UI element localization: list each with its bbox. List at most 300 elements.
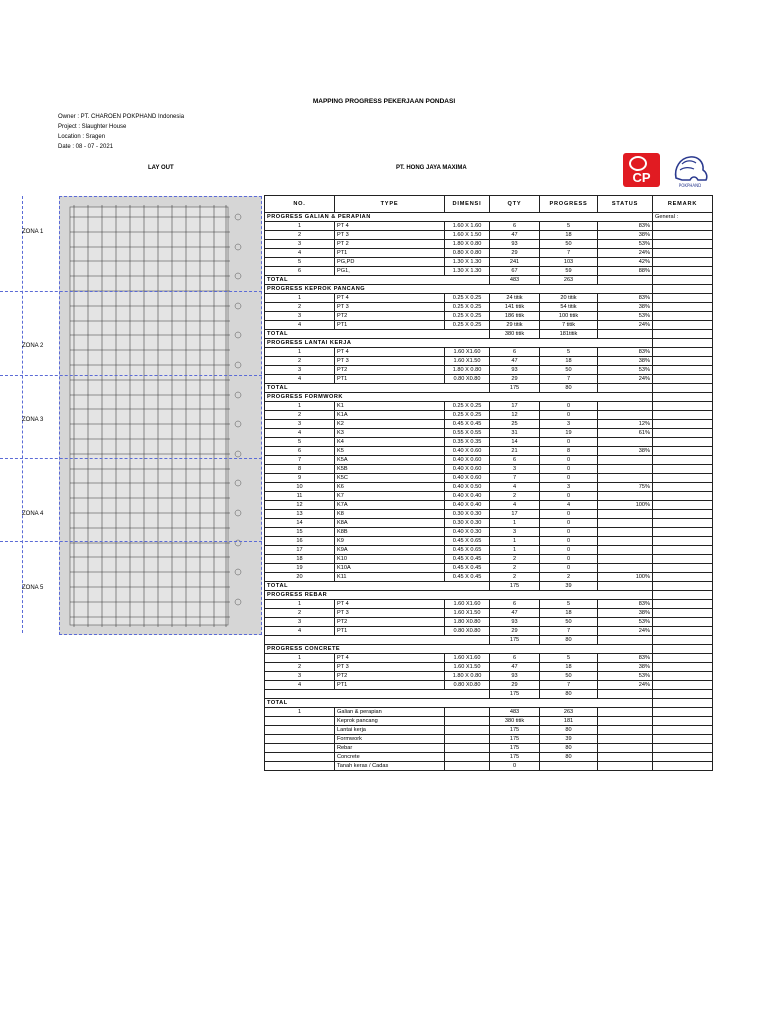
row-progress: 100 titik bbox=[540, 312, 598, 321]
row-no bbox=[265, 753, 335, 762]
row-no: 14 bbox=[265, 519, 335, 528]
progress-table bbox=[264, 195, 713, 771]
row-status bbox=[598, 537, 653, 546]
row-qty: 2 bbox=[490, 492, 540, 501]
row-qty: 175 bbox=[490, 753, 540, 762]
svg-text:POKPHAND: POKPHAND bbox=[678, 183, 702, 188]
table-row bbox=[265, 492, 713, 501]
row-dimensi: 1.80 X 0.80 bbox=[445, 240, 490, 249]
row-type: K9 bbox=[335, 537, 445, 546]
row-type: K7A bbox=[335, 501, 445, 510]
remark-cell bbox=[653, 483, 713, 492]
row-type: PT 3 bbox=[335, 609, 445, 618]
row-type: Rebar bbox=[335, 744, 445, 753]
row-type: K3 bbox=[335, 429, 445, 438]
row-dimensi: 0.25 X 0.25 bbox=[445, 411, 490, 420]
row-no: 4 bbox=[265, 681, 335, 690]
row-qty: 6 bbox=[490, 348, 540, 357]
row-progress: 0 bbox=[540, 510, 598, 519]
remark-cell bbox=[653, 420, 713, 429]
row-progress: 4 bbox=[540, 501, 598, 510]
table-row bbox=[265, 321, 713, 330]
total-qty: 175 bbox=[490, 384, 540, 393]
row-no bbox=[265, 735, 335, 744]
remark-cell bbox=[653, 501, 713, 510]
remark-cell bbox=[653, 384, 713, 393]
row-no: 4 bbox=[265, 627, 335, 636]
row-status bbox=[598, 735, 653, 744]
row-qty: 4 bbox=[490, 501, 540, 510]
row-dimensi: 1.30 X 1.30 bbox=[445, 258, 490, 267]
remark-cell bbox=[653, 330, 713, 339]
row-progress: 263 bbox=[540, 708, 598, 717]
row-type: PT 4 bbox=[335, 348, 445, 357]
row-no: 3 bbox=[265, 672, 335, 681]
row-no: 6 bbox=[265, 447, 335, 456]
row-qty: 2 bbox=[490, 573, 540, 582]
row-no: 1 bbox=[265, 294, 335, 303]
row-status bbox=[598, 465, 653, 474]
row-status: 100% bbox=[598, 573, 653, 582]
row-dimensi: 1.60 X1.50 bbox=[445, 609, 490, 618]
row-qty: 175 bbox=[490, 744, 540, 753]
row-progress: 0 bbox=[540, 438, 598, 447]
row-dimensi: 1.60 X1.60 bbox=[445, 348, 490, 357]
remark-cell bbox=[653, 249, 713, 258]
row-no: 1 bbox=[265, 708, 335, 717]
row-status bbox=[598, 708, 653, 717]
row-type: Lantai kerja bbox=[335, 726, 445, 735]
row-no: 3 bbox=[265, 312, 335, 321]
row-status bbox=[598, 762, 653, 771]
table-row bbox=[265, 753, 713, 762]
row-progress: 181 bbox=[540, 717, 598, 726]
table-row bbox=[265, 573, 713, 582]
row-no: 1 bbox=[265, 348, 335, 357]
row-status bbox=[598, 528, 653, 537]
row-status bbox=[598, 519, 653, 528]
table-row bbox=[265, 555, 713, 564]
table-row bbox=[265, 483, 713, 492]
row-dimensi: 0.45 X 0.65 bbox=[445, 546, 490, 555]
row-no: 1 bbox=[265, 654, 335, 663]
row-status: 83% bbox=[598, 654, 653, 663]
row-no: 16 bbox=[265, 537, 335, 546]
section-title: PROGRESS KEPROK PANCANG bbox=[265, 285, 653, 294]
row-type: K10A bbox=[335, 564, 445, 573]
row-qty: 1 bbox=[490, 537, 540, 546]
table-row bbox=[265, 411, 713, 420]
remark-cell bbox=[653, 312, 713, 321]
header-remark: REMARK bbox=[653, 196, 713, 213]
row-qty: 29 titik bbox=[490, 321, 540, 330]
row-status bbox=[598, 411, 653, 420]
row-progress: 80 bbox=[540, 753, 598, 762]
row-status: 53% bbox=[598, 366, 653, 375]
table-row bbox=[265, 240, 713, 249]
row-progress: 0 bbox=[540, 474, 598, 483]
total-progress: 80 bbox=[540, 384, 598, 393]
table-row bbox=[265, 303, 713, 312]
row-progress: 7 bbox=[540, 249, 598, 258]
row-qty: 14 bbox=[490, 438, 540, 447]
row-qty: 0 bbox=[490, 762, 540, 771]
section-header-row bbox=[265, 591, 713, 600]
remark-cell bbox=[653, 690, 713, 699]
row-progress: 0 bbox=[540, 465, 598, 474]
row-no: 2 bbox=[265, 411, 335, 420]
row-qty: 2 bbox=[490, 555, 540, 564]
row-no bbox=[265, 744, 335, 753]
table-row bbox=[265, 231, 713, 240]
total-label: TOTAL bbox=[265, 276, 490, 285]
row-type: PT1 bbox=[335, 321, 445, 330]
table-row bbox=[265, 726, 713, 735]
row-no: 15 bbox=[265, 528, 335, 537]
row-dimensi: 1.60 X1.50 bbox=[445, 663, 490, 672]
row-progress bbox=[540, 762, 598, 771]
remark-cell bbox=[653, 609, 713, 618]
table-row bbox=[265, 510, 713, 519]
total-progress: 181titik bbox=[540, 330, 598, 339]
row-dimensi: 0.40 X 0.50 bbox=[445, 483, 490, 492]
row-type: K1 bbox=[335, 402, 445, 411]
total-row bbox=[265, 330, 713, 339]
section-header-row bbox=[265, 285, 713, 294]
header-no: NO. bbox=[265, 196, 335, 213]
zone-label-3: ZONA 3 bbox=[22, 417, 44, 423]
row-status: 53% bbox=[598, 618, 653, 627]
row-qty: 29 bbox=[490, 249, 540, 258]
row-qty: 7 bbox=[490, 474, 540, 483]
table-row bbox=[265, 564, 713, 573]
total-qty: 483 bbox=[490, 276, 540, 285]
row-qty: 17 bbox=[490, 402, 540, 411]
remark-cell bbox=[653, 645, 713, 654]
row-type: PT 3 bbox=[335, 357, 445, 366]
row-dimensi: 0.80 X 0.80 bbox=[445, 249, 490, 258]
remark-cell bbox=[653, 627, 713, 636]
remark-cell bbox=[653, 708, 713, 717]
row-dimensi: 0.30 X 0.30 bbox=[445, 510, 490, 519]
total-progress: 80 bbox=[540, 690, 598, 699]
row-status: 24% bbox=[598, 249, 653, 258]
row-type: K5B bbox=[335, 465, 445, 474]
row-progress: 0 bbox=[540, 546, 598, 555]
row-status: 12% bbox=[598, 420, 653, 429]
section-title: TOTAL bbox=[265, 699, 653, 708]
remark-cell bbox=[653, 564, 713, 573]
row-type: Formwork bbox=[335, 735, 445, 744]
row-qty: 47 bbox=[490, 357, 540, 366]
row-type: PT1 bbox=[335, 627, 445, 636]
row-type: K5C bbox=[335, 474, 445, 483]
table-row bbox=[265, 744, 713, 753]
remark-cell bbox=[653, 366, 713, 375]
row-progress: 59 bbox=[540, 267, 598, 276]
row-qty: 93 bbox=[490, 366, 540, 375]
row-progress: 19 bbox=[540, 429, 598, 438]
remark-cell bbox=[653, 447, 713, 456]
row-no: 4 bbox=[265, 375, 335, 384]
row-qty: 12 bbox=[490, 411, 540, 420]
remark-cell bbox=[653, 375, 713, 384]
row-type: K5 bbox=[335, 447, 445, 456]
zone-label-1: ZONA 1 bbox=[22, 229, 44, 235]
row-type: PT2 bbox=[335, 312, 445, 321]
table-row bbox=[265, 717, 713, 726]
row-type: K8B bbox=[335, 528, 445, 537]
remark-cell bbox=[653, 672, 713, 681]
total-progress: 39 bbox=[540, 582, 598, 591]
row-qty: 29 bbox=[490, 375, 540, 384]
remark-cell bbox=[653, 357, 713, 366]
row-status: 38% bbox=[598, 663, 653, 672]
row-progress: 2 bbox=[540, 573, 598, 582]
total-label bbox=[265, 636, 490, 645]
row-no: 11 bbox=[265, 492, 335, 501]
table-row bbox=[265, 357, 713, 366]
row-dimensi bbox=[445, 753, 490, 762]
row-qty: 47 bbox=[490, 231, 540, 240]
row-dimensi bbox=[445, 735, 490, 744]
row-qty: 93 bbox=[490, 618, 540, 627]
section-title: PROGRESS FORMWORK bbox=[265, 393, 653, 402]
table-row bbox=[265, 627, 713, 636]
row-type: K4 bbox=[335, 438, 445, 447]
row-dimensi: 0.80 X0.80 bbox=[445, 627, 490, 636]
row-dimensi: 0.40 X 0.60 bbox=[445, 474, 490, 483]
row-qty: 4 bbox=[490, 483, 540, 492]
row-progress: 18 bbox=[540, 609, 598, 618]
row-qty: 47 bbox=[490, 663, 540, 672]
row-no: 9 bbox=[265, 474, 335, 483]
table-row bbox=[265, 267, 713, 276]
row-qty: 175 bbox=[490, 735, 540, 744]
remark-cell bbox=[653, 276, 713, 285]
row-type: K8 bbox=[335, 510, 445, 519]
row-qty: 1 bbox=[490, 546, 540, 555]
row-dimensi: 1.60 X 1.50 bbox=[445, 231, 490, 240]
layout-label: LAY OUT bbox=[148, 165, 174, 171]
row-status bbox=[598, 510, 653, 519]
project-line: Project : Slaughter House bbox=[58, 124, 127, 130]
row-no: 1 bbox=[265, 402, 335, 411]
row-status: 38% bbox=[598, 303, 653, 312]
remark-cell bbox=[653, 654, 713, 663]
row-progress: 0 bbox=[540, 492, 598, 501]
header-progress: PROGRESS bbox=[540, 196, 598, 213]
row-dimensi: 1.30 X 1.30 bbox=[445, 267, 490, 276]
row-status: 24% bbox=[598, 681, 653, 690]
row-status: 88% bbox=[598, 267, 653, 276]
row-no: 18 bbox=[265, 555, 335, 564]
table-row bbox=[265, 366, 713, 375]
remark-cell bbox=[653, 402, 713, 411]
row-type: PT1 bbox=[335, 375, 445, 384]
row-progress: 50 bbox=[540, 240, 598, 249]
remark-cell bbox=[653, 573, 713, 582]
row-status: 75% bbox=[598, 483, 653, 492]
date-line: Date : 08 - 07 - 2021 bbox=[58, 144, 114, 150]
header-dimensi: DIMENSI bbox=[445, 196, 490, 213]
remark-cell bbox=[653, 321, 713, 330]
owner-line: Owner : PT. CHAROEN POKPHAND Indonesia bbox=[58, 114, 185, 120]
row-status bbox=[598, 402, 653, 411]
remark-cell bbox=[653, 555, 713, 564]
row-progress: 0 bbox=[540, 528, 598, 537]
row-no bbox=[265, 762, 335, 771]
row-dimensi: 1.80 X0.80 bbox=[445, 618, 490, 627]
remark-cell bbox=[653, 438, 713, 447]
row-no: 1 bbox=[265, 222, 335, 231]
row-qty: 380 titik bbox=[490, 717, 540, 726]
row-type: K9A bbox=[335, 546, 445, 555]
row-progress: 80 bbox=[540, 744, 598, 753]
total-progress: 80 bbox=[540, 636, 598, 645]
row-progress: 103 bbox=[540, 258, 598, 267]
row-no: 1 bbox=[265, 600, 335, 609]
remark-cell bbox=[653, 456, 713, 465]
table-row bbox=[265, 735, 713, 744]
remark-cell bbox=[653, 303, 713, 312]
remark-cell bbox=[653, 600, 713, 609]
row-dimensi bbox=[445, 762, 490, 771]
row-type: K1A bbox=[335, 411, 445, 420]
table-row bbox=[265, 672, 713, 681]
section-title: PROGRESS LANTAI KERJA bbox=[265, 339, 653, 348]
row-type: PT 4 bbox=[335, 654, 445, 663]
status-cell bbox=[598, 276, 653, 285]
row-dimensi: 0.45 X 0.45 bbox=[445, 420, 490, 429]
row-type: PT2 bbox=[335, 366, 445, 375]
remark-cell bbox=[653, 636, 713, 645]
total-label: TOTAL bbox=[265, 582, 490, 591]
table-row bbox=[265, 501, 713, 510]
row-dimensi bbox=[445, 708, 490, 717]
row-status: 24% bbox=[598, 375, 653, 384]
table-row bbox=[265, 537, 713, 546]
table-row bbox=[265, 312, 713, 321]
row-type: PT2 bbox=[335, 672, 445, 681]
table-row bbox=[265, 708, 713, 717]
table-row bbox=[265, 654, 713, 663]
row-status: 83% bbox=[598, 294, 653, 303]
row-type: K6 bbox=[335, 483, 445, 492]
remark-cell: General : bbox=[653, 213, 713, 222]
pokphand-lion-logo bbox=[668, 150, 712, 190]
row-progress: 7 titik bbox=[540, 321, 598, 330]
remark-cell bbox=[653, 231, 713, 240]
layout-plan-image bbox=[59, 196, 262, 635]
remark-cell bbox=[653, 267, 713, 276]
table-row bbox=[265, 609, 713, 618]
row-qty: 93 bbox=[490, 240, 540, 249]
row-status bbox=[598, 546, 653, 555]
row-dimensi bbox=[445, 744, 490, 753]
row-qty: 3 bbox=[490, 465, 540, 474]
header-qty: QTY bbox=[490, 196, 540, 213]
row-qty: 1 bbox=[490, 519, 540, 528]
total-label: TOTAL bbox=[265, 330, 490, 339]
row-qty: 67 bbox=[490, 267, 540, 276]
row-type: Concrete bbox=[335, 753, 445, 762]
row-type: PT 3 bbox=[335, 303, 445, 312]
section-header-row bbox=[265, 393, 713, 402]
row-no: 3 bbox=[265, 240, 335, 249]
remark-cell bbox=[653, 726, 713, 735]
row-status: 61% bbox=[598, 429, 653, 438]
remark-cell bbox=[653, 582, 713, 591]
header-type: TYPE bbox=[335, 196, 445, 213]
row-dimensi bbox=[445, 726, 490, 735]
row-no: 6 bbox=[265, 267, 335, 276]
row-progress: 0 bbox=[540, 402, 598, 411]
row-progress: 5 bbox=[540, 222, 598, 231]
row-type: PG,PD bbox=[335, 258, 445, 267]
row-dimensi: 0.40 X 0.30 bbox=[445, 528, 490, 537]
zone-divider-2 bbox=[0, 375, 262, 376]
row-dimensi: 0.45 X 0.45 bbox=[445, 573, 490, 582]
row-progress: 0 bbox=[540, 555, 598, 564]
row-progress: 5 bbox=[540, 654, 598, 663]
row-qty: 93 bbox=[490, 672, 540, 681]
row-status: 24% bbox=[598, 321, 653, 330]
section-header-row bbox=[265, 339, 713, 348]
remark-cell bbox=[653, 762, 713, 771]
row-status: 38% bbox=[598, 231, 653, 240]
status-cell bbox=[598, 330, 653, 339]
row-status bbox=[598, 492, 653, 501]
table-row bbox=[265, 528, 713, 537]
row-qty: 21 bbox=[490, 447, 540, 456]
row-qty: 186 titik bbox=[490, 312, 540, 321]
row-status: 53% bbox=[598, 672, 653, 681]
row-type: PT1 bbox=[335, 681, 445, 690]
row-dimensi: 0.40 X 0.60 bbox=[445, 456, 490, 465]
table-row bbox=[265, 618, 713, 627]
row-progress: 5 bbox=[540, 600, 598, 609]
row-progress: 8 bbox=[540, 447, 598, 456]
remark-cell bbox=[653, 474, 713, 483]
remark-cell bbox=[653, 294, 713, 303]
row-no: 4 bbox=[265, 249, 335, 258]
table-row bbox=[265, 258, 713, 267]
row-status: 38% bbox=[598, 357, 653, 366]
row-type: K7 bbox=[335, 492, 445, 501]
row-type: PT 4 bbox=[335, 294, 445, 303]
row-no: 3 bbox=[265, 366, 335, 375]
row-progress: 0 bbox=[540, 456, 598, 465]
table-row bbox=[265, 663, 713, 672]
row-dimensi: 0.40 X 0.40 bbox=[445, 501, 490, 510]
row-status bbox=[598, 438, 653, 447]
remark-cell bbox=[653, 591, 713, 600]
row-qty: 6 bbox=[490, 600, 540, 609]
row-dimensi: 0.25 X 0.25 bbox=[445, 303, 490, 312]
row-qty: 29 bbox=[490, 681, 540, 690]
remark-cell bbox=[653, 546, 713, 555]
row-status: 24% bbox=[598, 627, 653, 636]
row-progress: 20 titik bbox=[540, 294, 598, 303]
row-dimensi: 0.30 X 0.30 bbox=[445, 519, 490, 528]
row-qty: 175 bbox=[490, 726, 540, 735]
total-row bbox=[265, 636, 713, 645]
row-progress: 50 bbox=[540, 366, 598, 375]
row-progress: 7 bbox=[540, 375, 598, 384]
table-row bbox=[265, 348, 713, 357]
row-status: 53% bbox=[598, 312, 653, 321]
